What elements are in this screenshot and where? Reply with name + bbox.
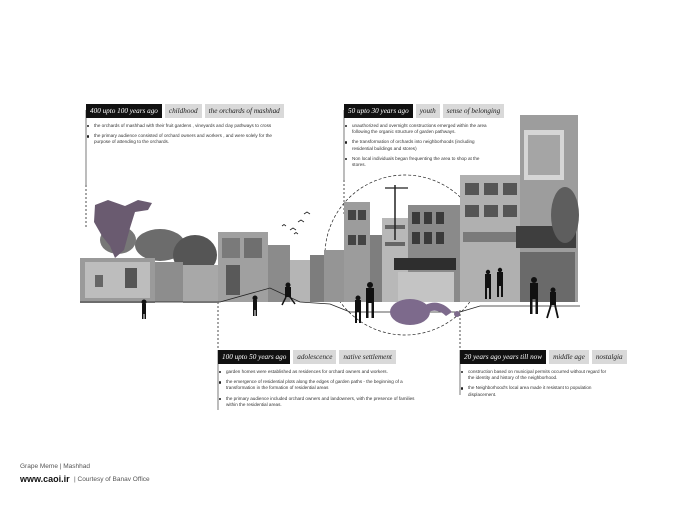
panel-middle-age	[460, 350, 623, 402]
panel-tags	[344, 104, 501, 118]
theme-tag: the orchards of mashhad	[205, 104, 284, 118]
panel-youth	[344, 104, 501, 172]
panel-childhood	[86, 104, 280, 150]
panel-bullets	[218, 369, 418, 408]
list-item: the emergence of residential plots along the edges of garden paths - the beginning of a transformation in the formation of residential areas	[218, 379, 418, 391]
list-item: garden homes were established as residences for orchard owners and workers.	[218, 369, 418, 375]
list-item: the transformation of orchards into neighborhoods (including residential buildings and stores)	[344, 139, 494, 151]
panel-tags	[218, 350, 418, 364]
list-item: the Neighborhood's local area made it resistant to population displacement.	[460, 385, 610, 397]
panel-bullets	[460, 369, 610, 398]
panel-adolescence	[218, 350, 418, 412]
stage-tag: adolescence	[293, 350, 336, 364]
birds	[282, 212, 310, 234]
list-item: the orchards of mashhad with their fruit gardens , vineyards and clay pathways to cross	[86, 123, 276, 129]
footer-title: Grape Meme | Mashhad	[20, 463, 90, 470]
buildings-circle	[344, 185, 460, 302]
theme-tag: sense of belonging	[443, 104, 505, 118]
grape-sculpture	[390, 299, 460, 325]
panel-bullets	[344, 123, 494, 168]
footer-site-link[interactable]: www.caoi.ir	[20, 474, 70, 484]
stage-tag: middle age	[549, 350, 589, 364]
panel-bullets	[86, 123, 276, 146]
footer-credit: | Courtesy of Banav Office	[74, 476, 150, 483]
stage-tag: childhood	[165, 104, 202, 118]
list-item: unauthorized and overnight constructions emerged within the area following the organic structure of garden pathways.	[344, 123, 494, 135]
period-tag: 100 upto 50 years ago	[218, 350, 290, 364]
list-item: the primary audience included orchard owners and landowners, with the presence of families within the residential areas.	[218, 396, 418, 408]
panel-tags	[460, 350, 623, 364]
period-tag: 50 upto 30 years ago	[344, 104, 413, 118]
theme-tag: nostalgia	[592, 350, 627, 364]
theme-tag: native settlement	[339, 350, 396, 364]
clay-houses-middle	[218, 232, 344, 302]
list-item: the primary audience consisted of orchard owners and workers , and were solely for the purpose of attending to the orchards.	[86, 133, 276, 145]
panel-tags	[86, 104, 280, 118]
period-tag: 400 upto 100 years ago	[86, 104, 162, 118]
list-item: Non local individuals began frequenting the area to shop at the stores.	[344, 156, 494, 168]
period-tag: 20 years ago years till now	[460, 350, 546, 364]
list-item: construction based on municipal permits occurred without regard for the identity and history of the neighborhood.	[460, 369, 610, 381]
stage-tag: youth	[416, 104, 440, 118]
